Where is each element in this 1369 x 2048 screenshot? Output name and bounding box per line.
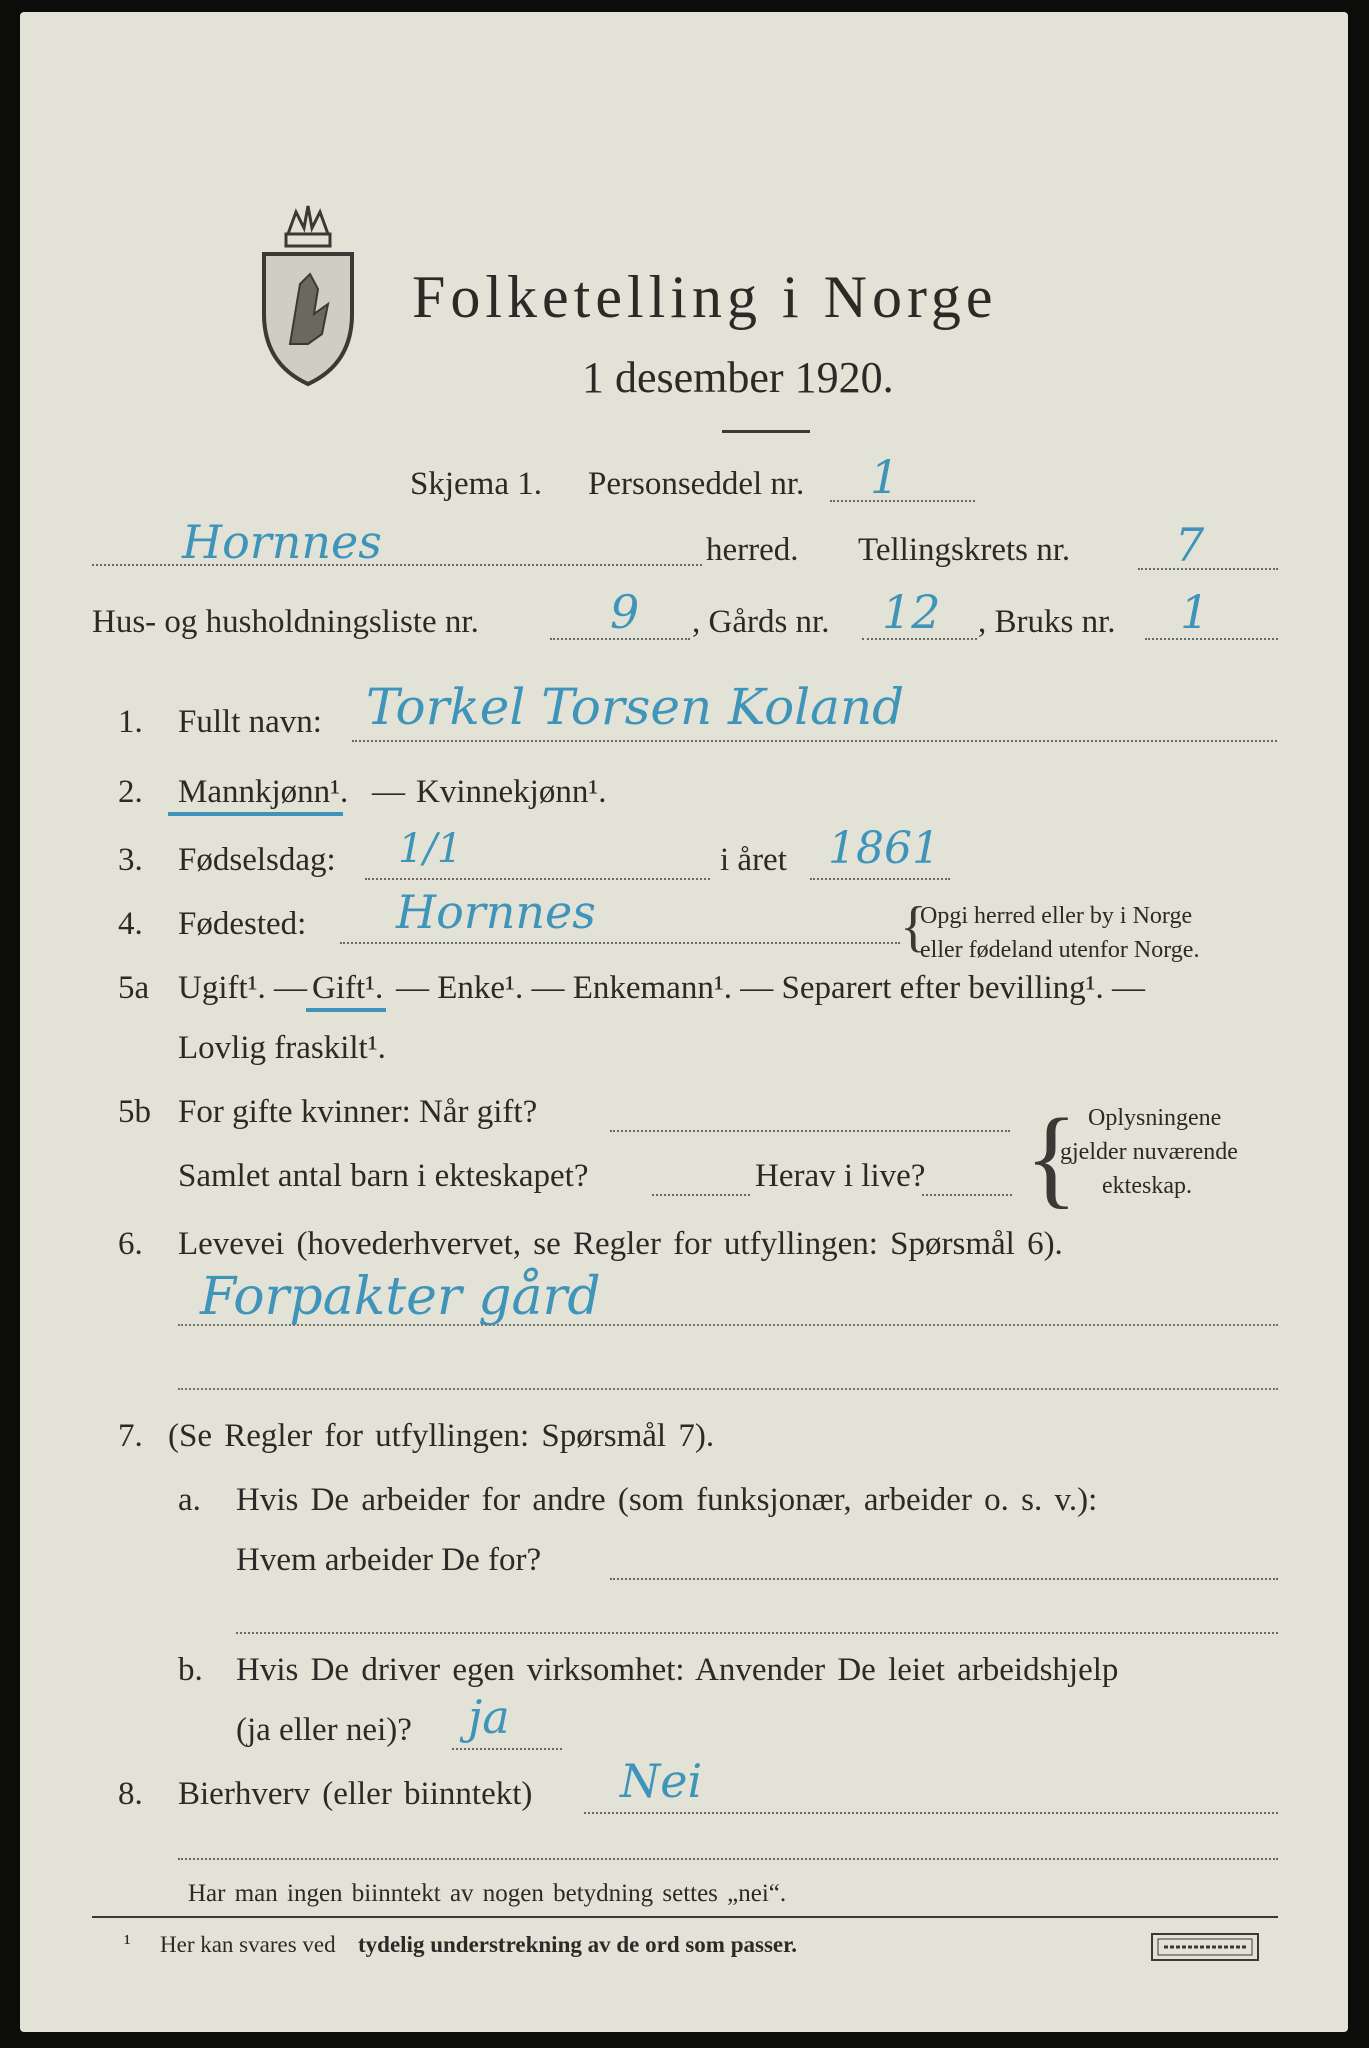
q7b-yesno-line: [452, 1748, 562, 1750]
q1-label: Fullt navn:: [178, 704, 322, 740]
census-date: 1 desember 1920.: [582, 353, 894, 402]
title-divider: [722, 430, 810, 433]
q5a-fraskilt-option[interactable]: Lovlig fraskilt¹.: [178, 1030, 386, 1066]
gards-value[interactable]: 12: [882, 585, 941, 639]
q5b-children-line: [652, 1194, 750, 1196]
q3-number: 3.: [118, 842, 143, 878]
q5b-note-line1: Oplysningene: [1088, 1105, 1222, 1131]
q1-value[interactable]: Torkel Torsen Koland: [366, 678, 905, 736]
footer-divider: [92, 1916, 1278, 1918]
q7a-label: Hvis De arbeider for andre (som funksjonær, arbeider o. s. v.):: [236, 1482, 1098, 1518]
q8-line: [584, 1812, 1278, 1814]
q3-year-line: [810, 878, 950, 880]
q5a-ugift-option[interactable]: Ugift¹. —: [178, 970, 308, 1006]
q5b-number: 5b: [118, 1094, 151, 1130]
q8-value[interactable]: Nei: [620, 1754, 703, 1808]
q2-dash: —: [372, 774, 405, 810]
skjema-label: Skjema 1.: [410, 466, 542, 502]
q4-line: [340, 942, 900, 944]
q7a-employer-label: Hvem arbeider De for?: [236, 1542, 542, 1578]
q5b-children-label: Samlet antal barn i ekteskapet?: [178, 1158, 589, 1194]
hus-label: Hus- og husholdningsliste nr.: [92, 604, 479, 640]
footnote-emphasis: tydelig understrekning av de ord som passer.: [358, 1932, 797, 1957]
q4-note-line1: Opgi herred eller by i Norge: [920, 903, 1193, 929]
q2-female-option[interactable]: Kvinnekjønn¹.: [416, 774, 607, 810]
q5a-number: 5a: [118, 970, 150, 1006]
q1-number: 1.: [118, 704, 143, 740]
q6-line2: [178, 1388, 1278, 1390]
tellingskrets-value[interactable]: 7: [1175, 518, 1205, 572]
herred-label: herred.: [706, 532, 799, 568]
q5b-note-line3: ekteskap.: [1102, 1173, 1192, 1199]
coat-of-arms-icon: [248, 194, 368, 394]
q5b-alive-label: Herav i live?: [755, 1158, 926, 1194]
q5a-gift-underline: [306, 1008, 386, 1012]
q5b-married-line: [610, 1130, 1010, 1132]
personseddel-value[interactable]: 1: [870, 450, 900, 504]
bruks-line: [1145, 638, 1278, 640]
footnote-text: Her kan svares ved: [160, 1932, 336, 1957]
hus-value[interactable]: 9: [610, 585, 640, 639]
q8-label: Bierhverv (eller biinntekt): [178, 1776, 533, 1812]
q7b-number: b.: [178, 1652, 203, 1688]
q5a-gift-option[interactable]: Gift¹.: [312, 970, 384, 1006]
q4-number: 4.: [118, 906, 143, 942]
q7a-employer-line2: [236, 1632, 1278, 1634]
q6-value[interactable]: Forpakter gård: [200, 1267, 601, 1327]
q7b-label: Hvis De driver egen virksomhet: Anvender De leiet arbeidshjelp: [236, 1652, 1119, 1688]
q4-label: Fødested:: [178, 906, 307, 942]
q8-number: 8.: [118, 1776, 143, 1812]
q7-label: (Se Regler for utfyllingen: Spørsmål 7).: [168, 1418, 715, 1454]
q3-label: Fødselsdag:: [178, 842, 336, 878]
q3-day-value[interactable]: 1/1: [398, 826, 463, 872]
herred-value[interactable]: Hornnes: [182, 515, 382, 569]
tellingskrets-line: [1138, 568, 1278, 570]
q5b-alive-line: [922, 1194, 1012, 1196]
q6-line1: [178, 1324, 1278, 1326]
bruks-value[interactable]: 1: [1180, 585, 1210, 639]
bruks-label: , Bruks nr.: [978, 604, 1116, 640]
printer-stamp-icon: [1150, 1932, 1260, 1962]
q2-number: 2.: [118, 774, 143, 810]
q4-note-line2: eller fødeland utenfor Norge.: [920, 937, 1200, 963]
personseddel-label: Personseddel nr.: [588, 466, 805, 502]
tellingskrets-label: Tellingskrets nr.: [858, 532, 1071, 568]
q7a-employer-line: [610, 1578, 1278, 1580]
q7b-yesno-label: (ja eller nei)?: [236, 1712, 412, 1748]
q5a-other-options[interactable]: — Enke¹. — Enkemann¹. — Separert efter bevilling¹. —: [396, 970, 1146, 1006]
q3-year-value[interactable]: 1861: [828, 823, 940, 874]
q5b-note-line2: gjelder nuværende: [1060, 1139, 1238, 1165]
personseddel-line: [830, 500, 975, 502]
q4-value[interactable]: Hornnes: [396, 885, 596, 939]
q4-note-brace: {: [900, 896, 927, 958]
footer-note: Har man ingen biinntekt av nogen betydning settes „nei“.: [188, 1880, 787, 1907]
q7a-number: a.: [178, 1482, 201, 1518]
q8-line2: [178, 1858, 1278, 1860]
q7b-value[interactable]: ja: [468, 1690, 510, 1744]
gards-label: , Gårds nr.: [692, 604, 830, 640]
q5b-note-brace: {: [1025, 1096, 1078, 1218]
q2-male-underline: [168, 812, 343, 816]
q5b-label: For gifte kvinner: Når gift?: [178, 1094, 538, 1130]
census-form: [20, 12, 1348, 2032]
footnote-mark: ¹: [124, 1930, 131, 1955]
q3-day-line: [365, 878, 710, 880]
q2-male-option[interactable]: Mannkjønn¹.: [178, 774, 349, 810]
form-title: Folketelling i Norge: [412, 264, 998, 330]
q3-year-label: i året: [720, 842, 787, 878]
q7-number: 7.: [118, 1418, 143, 1454]
q6-label: Levevei (hovederhvervet, se Regler for utfyllingen: Spørsmål 6).: [178, 1226, 1063, 1262]
q6-number: 6.: [118, 1226, 143, 1262]
q1-line: [352, 740, 1277, 742]
